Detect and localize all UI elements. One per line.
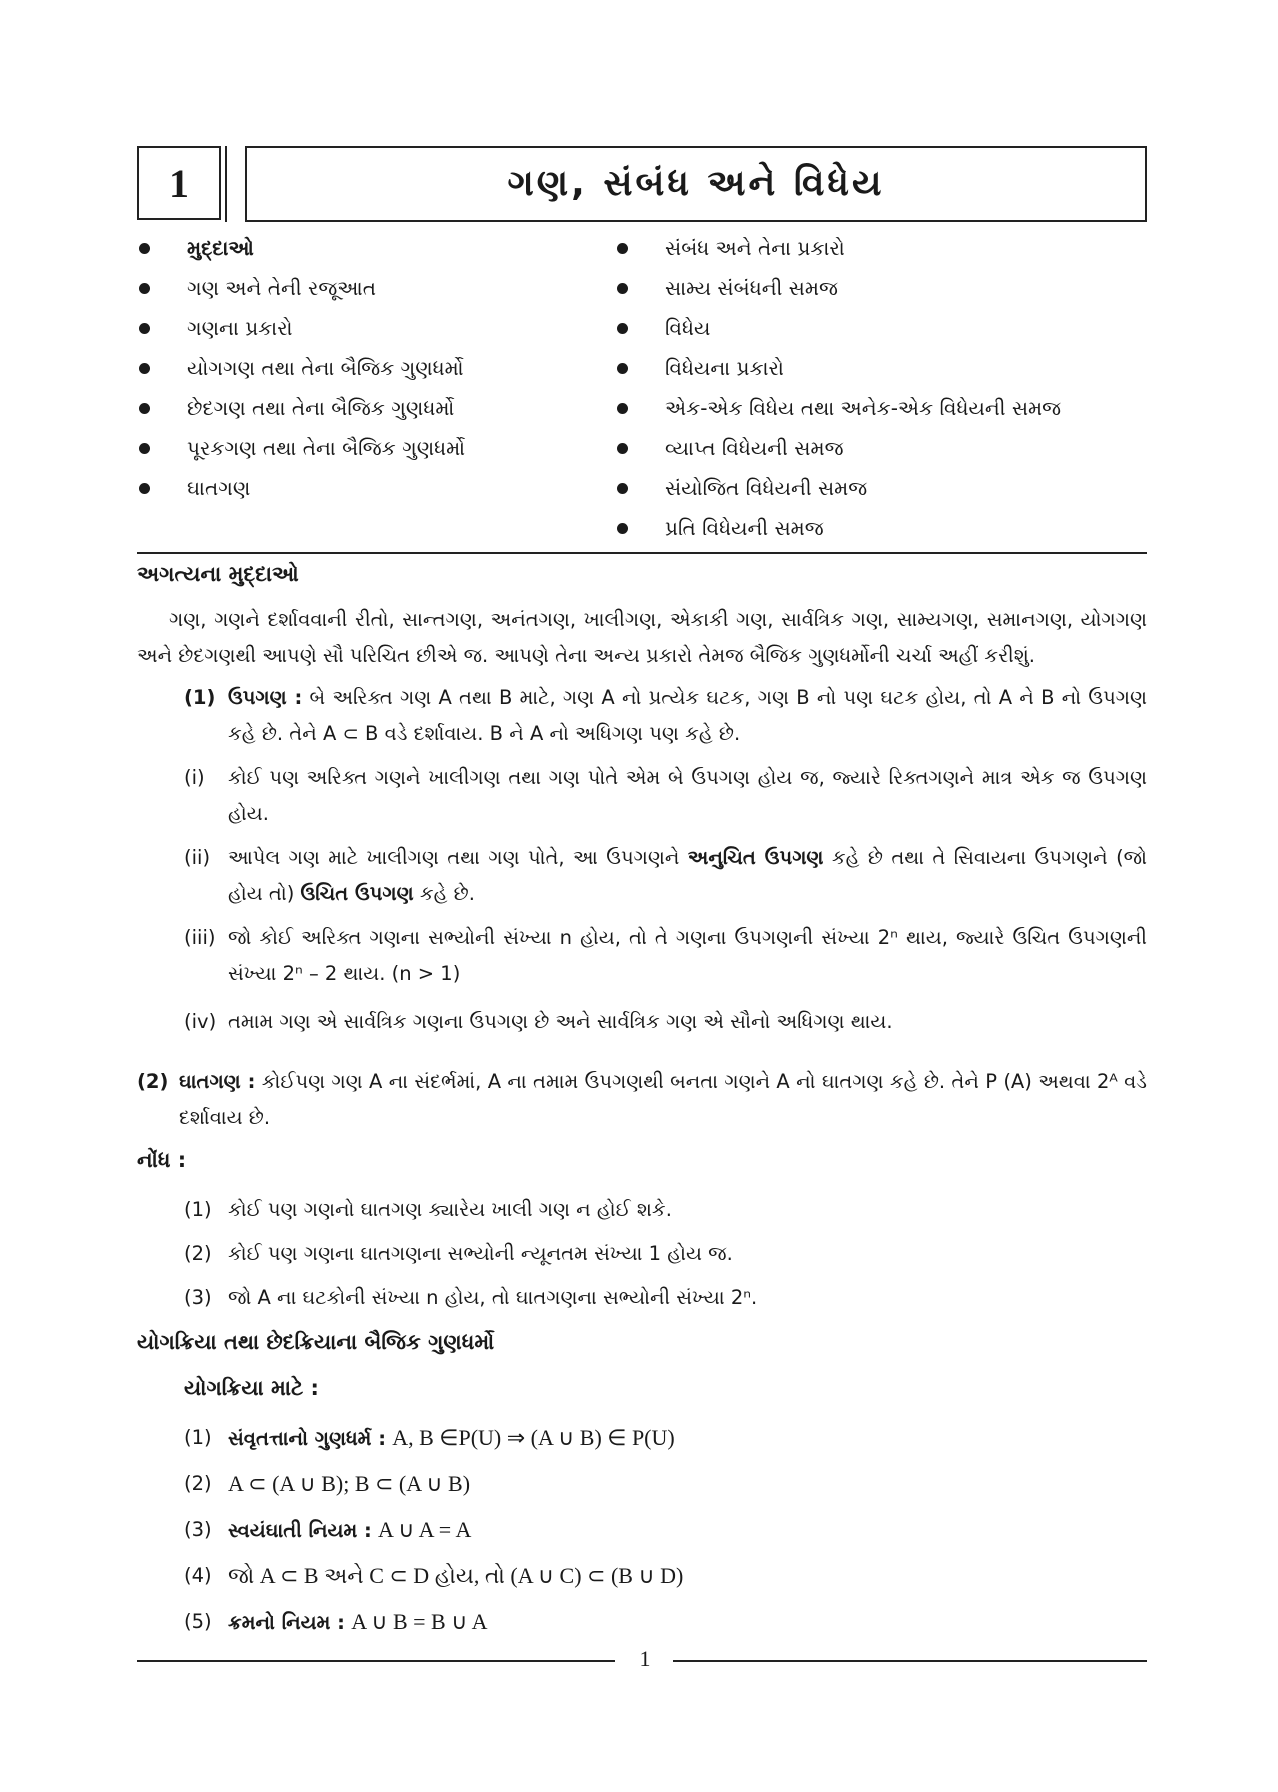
item-number: (i) (184, 766, 205, 789)
power-set-text: કોઈપણ ગણ A ના સંદર્ભમાં, A ના તમામ ઉપગણથી બનતા ગણને A નો ઘાતગણ કહે છે. તેને P (A) અથવા 2ᴬ વડે દર્શાવાય છે. (179, 1070, 1147, 1129)
property-item (184, 1420, 1147, 1457)
subset-term: ઉપગણ : (228, 686, 303, 709)
list-item: સંયોજિત વિધેયની સમજ (615, 468, 1061, 508)
list-item: પ્રતિ વિધેયની સમજ (615, 508, 1061, 548)
list-item: પૂરકગણ તથા તેના બૈજિક ગુણધર્મો (137, 428, 465, 468)
property-item (184, 1558, 1147, 1595)
item-number: (1) (184, 686, 216, 709)
item-number: (iv) (184, 1010, 217, 1033)
page-number: 1 (639, 1646, 651, 1671)
note-text: કોઈ પણ ગણના ઘાતગણના સભ્યોની ન્યૂનતમ સંખ્યા 1 હોય જ. (228, 1242, 733, 1265)
note-text: કોઈ પણ ગણનો ઘાતગણ ક્યારેય ખાલી ગણ ન હોઈ શકે. (228, 1198, 672, 1221)
list-item: સામ્ય સંબંધની સમજ (615, 268, 1061, 308)
important-intro: ગણ, ગણને દર્શાવવાની રીતો, સાન્તગણ, અનંતગણ, ખાલીગણ, એકાકી ગણ, સાર્વત્રિક ગણ, સામ્યગણ, સમાનગણ, યોગગણ અને છેદગણથી આપણે સૌ પરિચિત છીએ જ. આપણે તેના અન્ય પ્રકારો તેમજ બૈજિક ગુણધર્મોની ચર્ચા અહીં કરીશું. (137, 608, 1147, 667)
item-number: (2) (184, 1472, 212, 1495)
property-item (184, 1604, 1147, 1641)
item-number: (3) (184, 1518, 212, 1541)
header-divider (225, 146, 227, 222)
note-heading: નોંધ : (137, 1148, 187, 1172)
item-number: (1) (184, 1198, 212, 1221)
chapter-title: ગણ, સંબંધ અને વિધેય (245, 146, 1147, 222)
property-formula: A, B ∈P(U) ⇒ (A ∪ B) ∈ P(U) (392, 1425, 675, 1450)
important-heading: અગત્યના મુદ્દાઓ (137, 562, 299, 586)
topics-divider (137, 552, 1147, 554)
topics-left-list (137, 228, 465, 508)
list-item: ઘાતગણ (137, 468, 465, 508)
text-span: આપેલ ગણ માટે ખાલીગણ તથા ગણ પોતે, આ ઉપગણને (228, 846, 680, 869)
note-text: જો A ના ઘટકોની સંખ્યા n હોય, તો ઘાતગણના સભ્યોની સંખ્યા 2ⁿ. (228, 1286, 758, 1309)
topics-right-list (615, 228, 1061, 548)
property-term: સ્વયંઘાતી નિયમ : (228, 1519, 372, 1542)
item-number: (3) (184, 1286, 212, 1309)
property-formula: A ∪ A = A (378, 1517, 472, 1542)
item-number: (2) (184, 1242, 212, 1265)
property-term: ક્રમનો નિયમ : (228, 1611, 345, 1634)
subset-point-iv (184, 1004, 1147, 1040)
list-item: ગણ અને તેની રજૂઆત (137, 268, 465, 308)
text-span: કહે છે. (419, 882, 475, 905)
subset-point-text: તમામ ગણ એ સાર્વત્રિક ગણના ઉપગણ છે અને સાર્વત્રિક ગણ એ સૌનો અધિગણ થાય. (228, 1010, 893, 1033)
property-formula: જો A ⊂ B અને C ⊂ D હોય, તો (A ∪ C) ⊂ (B ∪ D) (228, 1563, 684, 1588)
improper-subset-term: અનુચિત ઉપગણ (687, 846, 824, 869)
list-item: સંબંધ અને તેના પ્રકારો (615, 228, 1061, 268)
list-item: વિધેયના પ્રકારો (615, 348, 1061, 388)
proper-subset-term: ઉચિત ઉપગણ (300, 882, 414, 905)
item-number: (iii) (184, 926, 216, 949)
subset-text: બે અરિક્ત ગણ A તથા B માટે, ગણ A નો પ્રત્યેક ઘટક, ગણ B નો પણ ઘટક હોય, તો A ને B નો ઉપગણ કહે છે. તેને A ⊂ B વડે દર્શાવાય. B ને A નો અધિગણ પણ કહે છે. (228, 686, 1147, 745)
power-set-definition (137, 1064, 1147, 1136)
property-formula: A ⊂ (A ∪ B); B ⊂ (A ∪ B) (228, 1471, 471, 1496)
list-item: વિધેય (615, 308, 1061, 348)
footer-rule-right (673, 1660, 1147, 1662)
note-item (184, 1236, 1147, 1272)
properties-subheading: યોગક્રિયા માટે : (184, 1376, 319, 1400)
subset-point-iii (184, 920, 1147, 992)
footer-rule-left (137, 1660, 615, 1662)
item-number: (5) (184, 1610, 212, 1633)
subset-definition (184, 680, 1147, 752)
list-item: ગણના પ્રકારો (137, 308, 465, 348)
item-number: (4) (184, 1564, 212, 1587)
list-item: યોગગણ તથા તેના બૈજિક ગુણધર્મો (137, 348, 465, 388)
property-term: સંવૃતત્તાનો ગુણધર્મ : (228, 1427, 387, 1450)
list-item: છેદગણ તથા તેના બૈજિક ગુણધર્મો (137, 388, 465, 428)
item-number: (2) (137, 1070, 169, 1093)
list-item: એક-એક વિધેય તથા અનેક-એક વિધેયની સમજ (615, 388, 1061, 428)
property-formula: A ∪ B = B ∪ A (351, 1609, 488, 1634)
text-span: કહે છે તથા તે સિવાયના ઉપગણને (જો હોય તો) (228, 846, 1147, 905)
subset-point-ii (184, 840, 1147, 912)
property-item (184, 1512, 1147, 1549)
note-item (184, 1280, 1147, 1316)
list-item: વ્યાપ્ત વિધેયની સમજ (615, 428, 1061, 468)
subset-point-text: જો કોઈ અરિક્ત ગણના સભ્યોની સંખ્યા n હોય, તો તે ગણના ઉપગણની સંખ્યા 2ⁿ થાય, જ્યારે ઉચિત ઉપગણની સંખ્યા 2ⁿ – 2 થાય. (n > 1) (228, 926, 1147, 985)
power-set-term: ઘાતગણ : (179, 1070, 256, 1093)
property-item (184, 1466, 1147, 1503)
subset-point-text: કોઈ પણ અરિક્ત ગણને ખાલીગણ તથા ગણ પોતે એમ બે ઉપગણ હોય જ, જ્યારે રિક્તગણને માત્ર એક જ ઉપગણ હોય. (228, 766, 1147, 825)
chapter-number: 1 (137, 146, 221, 220)
properties-heading: યોગક્રિયા તથા છેદક્રિયાના બૈજિક ગુણધર્મો (137, 1330, 495, 1354)
subset-point-i (184, 760, 1147, 832)
item-number: (1) (184, 1426, 212, 1449)
item-number: (ii) (184, 846, 211, 869)
note-item (184, 1192, 1147, 1228)
list-item: મુદ્દાઓ (137, 228, 465, 268)
